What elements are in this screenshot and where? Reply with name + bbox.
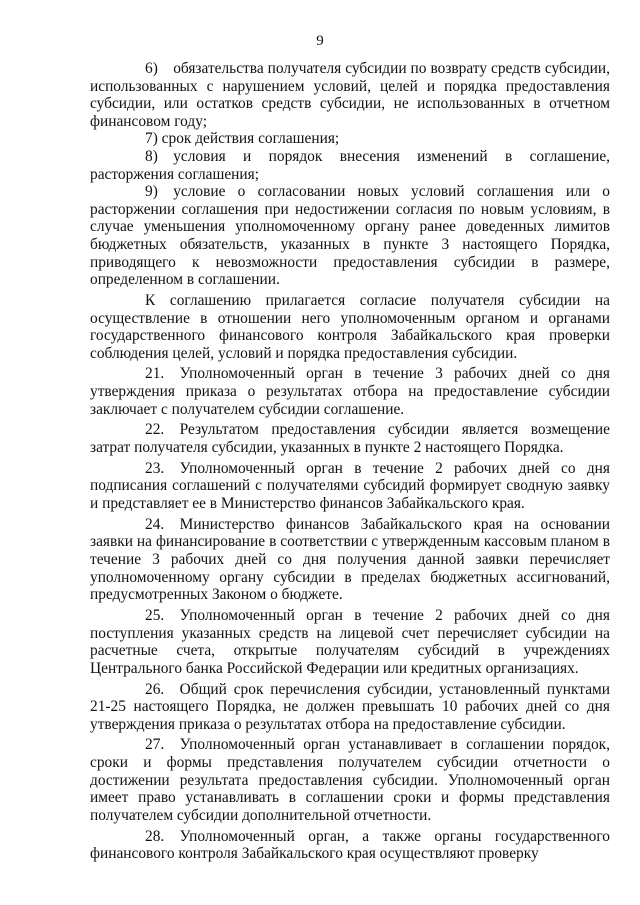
document-body	[90, 60, 610, 863]
item-23: 23. Уполномоченный орган в течение 2 рабочих дней со дня подписания соглашений с получателями субсидий формирует сводную заявку и представляет ее в Министерство финансов Забайкальского края.	[90, 459, 610, 512]
item-22: 22. Результатом предоставления субсидии является возмещение затрат получателя субсидии, указанных в пункте 2 настоящего Порядка.	[90, 421, 610, 457]
clause-7: 7) срок действия соглашения;	[145, 130, 340, 148]
item-27: 27. Уполномоченный орган устанавливает в соглашении порядок, сроки и формы представления получателем субсидии отчетности о достижении результата предоставления субсидии. Уполномоченный орган имеет право устанавливать в соглашении сроки и формы представления получателем субсидии дополнительной отчетности.	[90, 736, 610, 824]
item-28: 28. Уполномоченный орган, а также органы государственного финансового контроля Забайкальского края осуществляют проверку	[90, 827, 610, 863]
consent-paragraph: К соглашению прилагается согласие получателя субсидии на осуществление в отношении него уполномоченным органом и органами государственного финансового контроля Забайкальского края проверки соблюдения целей, условий и порядка предоставления субсидии.	[90, 291, 610, 362]
item-25: 25. Уполномоченный орган в течение 2 рабочих дней со дня поступления указанных средств на лицевой счет перечисляет субсидии на расчетные счета, открытые получателям субсидий в учреждениях Центрального банка Российской Федерации или кредитных организациях.	[90, 606, 610, 677]
item-24: 24. Министерство финансов Забайкальского края на основании заявки на финансирование в соответствии с утвержденным кассовым планом в течение 3 рабочих дней со дня получения данной заявки перечисляет уполномоченному органу субсидии в пределах бюджетных ассигнований, предусмотренных Законом о бюджете.	[90, 515, 610, 604]
page-number: 9	[316, 33, 324, 49]
item-26: 26. Общий срок перечисления субсидии, установленный пунктами 21-25 настоящего Порядка, не должен превышать 10 рабочих дней со дня утверждения приказа о результатах отбора на предоставление субсидии.	[90, 680, 610, 733]
clause-9: 9) условие о согласовании новых условий соглашения или о расторжении соглашения при недостижении согласия по новым условиям, в случае уменьшения уполномоченному органу ранее доведенных лимитов бюджетных обязательств, указанных в пункте 3 настоящего Порядка, приводящего к невозможности предоставления субсидии в размере, определенном в соглашении.	[90, 183, 610, 289]
clause-6: 6) обязательства получателя субсидии по возврату средств субсидии, использованных с нарушением условий, целей и порядка предоставления субсидии, или остатков средств субсидии, не использованных в отчетном финансовом году;	[90, 60, 610, 130]
item-21: 21. Уполномоченный орган в течение 3 рабочих дней со дня утверждения приказа о результатах отбора на предоставление субсидии заключает с получателем субсидии соглашение.	[90, 365, 610, 418]
clause-8: 8) условия и порядок внесения изменений в соглашение, расторжения соглашения;	[90, 147, 610, 183]
